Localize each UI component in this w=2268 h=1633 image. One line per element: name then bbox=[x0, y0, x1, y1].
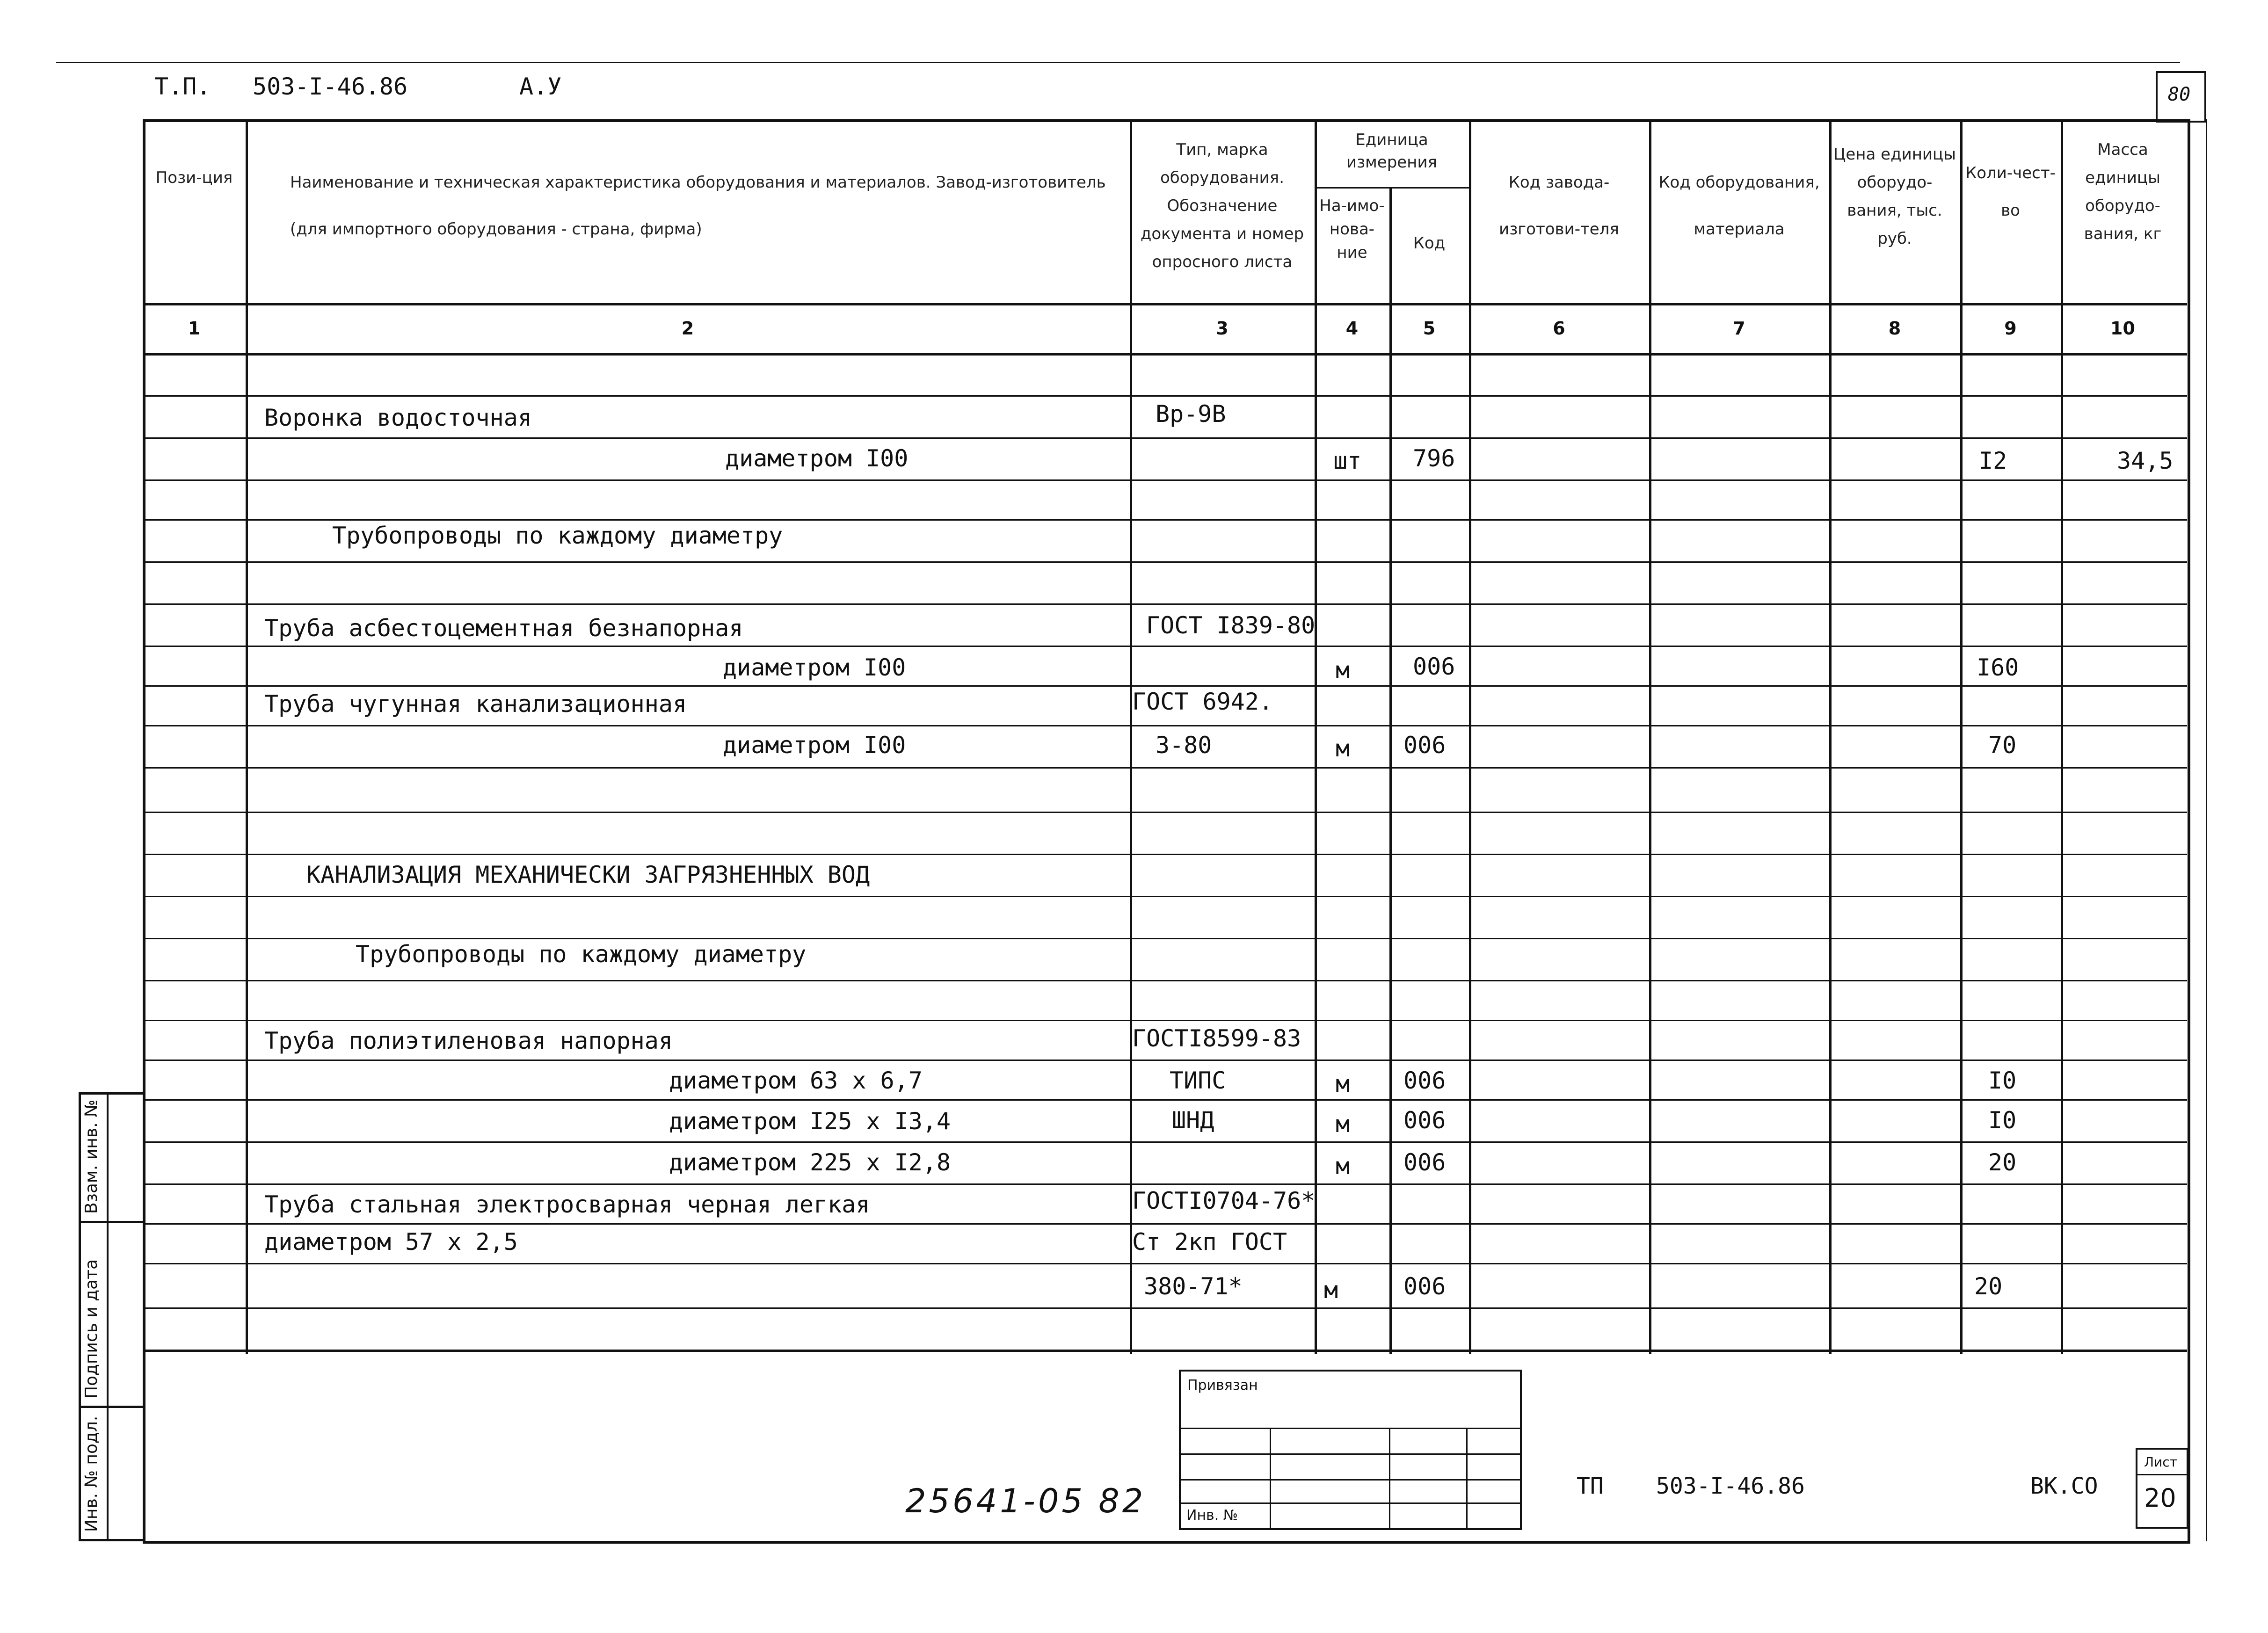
row-type: 3-80 bbox=[1156, 732, 1212, 759]
col-3-num: 3 bbox=[1216, 318, 1228, 339]
col-3-title: Тип, марка оборудования. Обозначение документа и номер опросного листа bbox=[1140, 140, 1304, 271]
row-rule bbox=[143, 561, 2187, 563]
row-rule bbox=[143, 395, 2187, 397]
col-7-title: Код оборудования, материала bbox=[1658, 173, 1820, 239]
handwritten-number: 25641-05 82 bbox=[905, 1482, 1146, 1520]
row-rule bbox=[143, 1183, 2187, 1185]
col-6-num: 6 bbox=[1553, 318, 1565, 339]
row-qty: I2 bbox=[1979, 447, 2007, 474]
row-qty: I60 bbox=[1977, 654, 2019, 681]
row-rule bbox=[143, 896, 2187, 897]
stamp-rule bbox=[1181, 1453, 1520, 1455]
row-rule bbox=[143, 437, 2187, 439]
row-name: диаметром I00 bbox=[723, 732, 906, 759]
doc-series: Т.П. bbox=[154, 73, 211, 100]
row-name: Труба асбестоцементная безнапорная bbox=[264, 615, 743, 642]
top-rule bbox=[56, 62, 2180, 63]
col-9-title: Коли-чест-во bbox=[1965, 164, 2056, 220]
row-rule bbox=[143, 854, 2187, 855]
row-rule bbox=[143, 479, 2187, 481]
side-label-inv: Инв. № подл. bbox=[82, 1415, 101, 1532]
row-type: ГОСТ I839-80 bbox=[1146, 612, 1316, 639]
col-8-num: 8 bbox=[1888, 318, 1901, 339]
stamp-rule bbox=[1181, 1479, 1520, 1481]
row-rule bbox=[143, 1223, 2187, 1225]
row-name: диаметром 63 х 6,7 bbox=[669, 1067, 923, 1094]
sheet-box-rule bbox=[2137, 1474, 2187, 1475]
row-type: ГОСТI0704-76* bbox=[1132, 1187, 1316, 1214]
stamp-col-rule bbox=[1270, 1428, 1271, 1528]
row-name: диаметром 225 х I2,8 bbox=[669, 1149, 951, 1176]
col-4-num: 4 bbox=[1345, 318, 1359, 339]
col-2-num: 2 bbox=[681, 318, 694, 339]
table-body-bottom-rule bbox=[143, 1350, 2187, 1352]
sheet-number: 20 bbox=[2144, 1483, 2176, 1513]
row-code: 006 bbox=[1403, 1107, 1446, 1134]
stamp-col-rule bbox=[1389, 1428, 1390, 1528]
row-unit: м bbox=[1336, 657, 1350, 684]
doc-number-bottom: 503-I-46.86 bbox=[1656, 1473, 1805, 1499]
row-unit: м bbox=[1336, 1153, 1350, 1180]
header-bottom-rule bbox=[143, 303, 2187, 305]
colnum-bottom-rule bbox=[143, 353, 2187, 356]
col-4-title: На-имо-нова-ние bbox=[1319, 196, 1385, 262]
row-name: Труба полиэтиленовая напорная bbox=[264, 1027, 673, 1054]
row-code: 006 bbox=[1403, 1149, 1446, 1176]
col-10-title: Масса единицы оборудо-вания, кг bbox=[2084, 140, 2162, 243]
row-rule bbox=[143, 725, 2187, 726]
approval-label: Привязан bbox=[1187, 1377, 1258, 1393]
row-code: 006 bbox=[1413, 653, 1455, 680]
row-mass: 34,5 bbox=[2117, 447, 2174, 474]
row-name: диаметром I00 bbox=[725, 445, 909, 472]
col-7-num: 7 bbox=[1733, 318, 1745, 339]
page-mark-box bbox=[2156, 71, 2206, 123]
row-rule bbox=[143, 1307, 2187, 1309]
row-code: 796 bbox=[1413, 445, 1455, 472]
side-label-replace: Взам. инв. № bbox=[82, 1099, 101, 1214]
doc-album: А.У bbox=[519, 73, 562, 100]
row-rule bbox=[143, 938, 2187, 939]
row-type: 380-71* bbox=[1144, 1273, 1243, 1300]
units-group-rule bbox=[1315, 187, 1469, 189]
row-type: Ст 2кп ГОСТ bbox=[1132, 1228, 1287, 1256]
row-rule bbox=[143, 1099, 2187, 1101]
stamp-col-rule bbox=[1466, 1428, 1468, 1528]
row-name: диаметром I00 bbox=[723, 654, 906, 681]
col-5-num: 5 bbox=[1423, 318, 1436, 339]
doc-suffix: ВК.СО bbox=[2030, 1473, 2098, 1499]
doc-code: ТП bbox=[1577, 1473, 1604, 1499]
row-unit: шт bbox=[1333, 447, 1362, 474]
sheet-box bbox=[2136, 1448, 2188, 1529]
row-name: диаметром I25 х I3,4 bbox=[669, 1108, 951, 1135]
col-9-num: 9 bbox=[2004, 318, 2017, 339]
col-5-title: Код bbox=[1413, 234, 1446, 253]
row-code: 006 bbox=[1403, 1067, 1446, 1094]
row-unit: м bbox=[1336, 1110, 1350, 1138]
row-type: ГОСТI8599-83 bbox=[1132, 1025, 1301, 1052]
row-name: диаметром 57 х 2,5 bbox=[264, 1228, 518, 1256]
row-type: ШНД bbox=[1172, 1107, 1214, 1134]
row-rule bbox=[143, 646, 2187, 647]
col-1-num: 1 bbox=[188, 318, 201, 339]
col-line-4 bbox=[1389, 187, 1392, 1354]
units-group-title: Единица измерения bbox=[1346, 131, 1438, 172]
row-rule bbox=[143, 767, 2187, 769]
side-label-sign: Подпись и дата bbox=[82, 1259, 101, 1399]
row-rule bbox=[143, 980, 2187, 981]
row-rule bbox=[143, 1263, 2187, 1264]
row-qty: I0 bbox=[1988, 1067, 2017, 1094]
doc-number: 503-I-46.86 bbox=[253, 73, 408, 100]
col-8-title: Цена единицы оборудо-вания, тыс. руб. bbox=[1833, 145, 1956, 248]
row-qty: 20 bbox=[1974, 1273, 2003, 1300]
row-name: Труба чугунная канализационная bbox=[264, 690, 687, 718]
side-stamp-rule bbox=[79, 1406, 143, 1408]
row-rule bbox=[143, 519, 2187, 521]
row-code: 006 bbox=[1403, 1273, 1446, 1300]
page-mark: 80 bbox=[2168, 84, 2191, 105]
row-unit: м bbox=[1324, 1277, 1338, 1304]
row-name: Трубопроводы по каждому диаметру bbox=[332, 522, 783, 549]
col-2-title: Наименование и техническая характеристика оборудования и материалов. Завод-изготовитель (для импортного оборудования - страна, фирма) bbox=[290, 173, 1106, 239]
side-stamp-divider bbox=[107, 1092, 109, 1539]
col-6-title: Код завода-изготови-теля bbox=[1499, 173, 1619, 239]
row-name: Воронка водосточная bbox=[264, 404, 532, 431]
row-type: Вр-9В bbox=[1156, 400, 1226, 428]
row-rule bbox=[143, 685, 2187, 687]
row-rule bbox=[143, 1020, 2187, 1021]
row-qty: I0 bbox=[1988, 1107, 2017, 1134]
row-qty: 70 bbox=[1988, 732, 2017, 759]
row-unit: м bbox=[1336, 1070, 1350, 1097]
row-rule bbox=[143, 812, 2187, 813]
approval-stamp bbox=[1179, 1370, 1522, 1530]
row-qty: 20 bbox=[1988, 1149, 2017, 1176]
row-rule bbox=[143, 1060, 2187, 1061]
col-10-num: 10 bbox=[2110, 318, 2135, 339]
row-rule bbox=[143, 603, 2187, 605]
sheet-label: Лист bbox=[2144, 1454, 2177, 1470]
inv-label: Инв. № bbox=[1186, 1507, 1238, 1524]
stamp-rule bbox=[1181, 1502, 1520, 1504]
side-stamp-rule bbox=[79, 1221, 143, 1223]
stamp-rule bbox=[1181, 1428, 1520, 1429]
row-rule bbox=[143, 1141, 2187, 1143]
row-name: Труба стальная электросварная черная легкая bbox=[264, 1191, 870, 1218]
row-name: Трубопроводы по каждому диаметру bbox=[356, 941, 807, 968]
col-1-title: Пози-ция bbox=[155, 168, 233, 187]
row-unit: м bbox=[1336, 735, 1350, 762]
right-edge-rule bbox=[2206, 119, 2207, 1541]
row-type: ТИПС bbox=[1170, 1067, 1226, 1094]
row-type: ГОСТ 6942. bbox=[1132, 688, 1273, 715]
section-title: КАНАЛИЗАЦИЯ МЕХАНИЧЕСКИ ЗАГРЯЗНЕННЫХ ВОД bbox=[306, 861, 870, 888]
row-code: 006 bbox=[1403, 732, 1446, 759]
